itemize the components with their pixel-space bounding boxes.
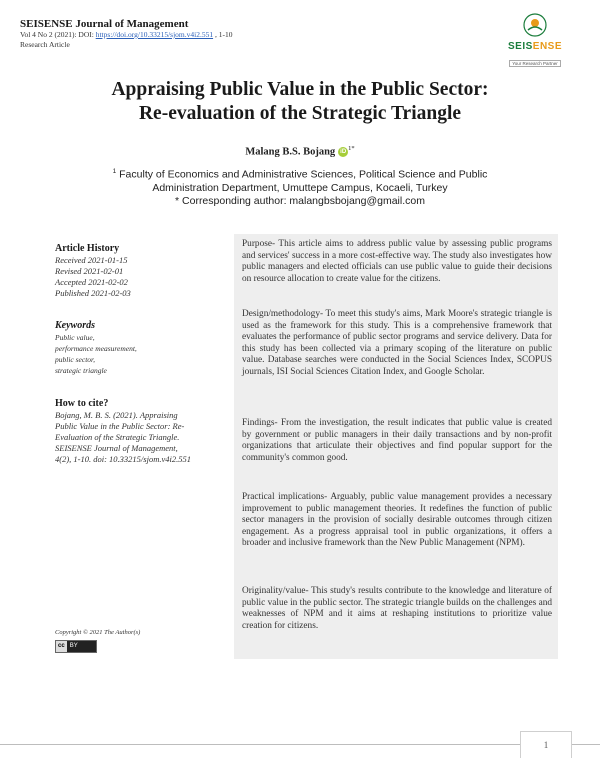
citation-line: SEISENSE Journal of Management, [55,443,178,453]
keyword-item: performance measurement, [55,344,137,353]
keyword-item: public sector, [55,355,95,364]
page-number: 1 [543,740,549,750]
corresponding-author: * Corresponding author: malangbsbojang@gmail.com [175,194,425,207]
affiliation-line-2: Administration Department, Umuttepe Campus, Kocaeli, Turkey [152,181,448,194]
affiliation-superscript: 1 [112,168,117,175]
orcid-icon[interactable]: iD [340,149,347,156]
paper-title [40,78,560,126]
cc-icon: cc [56,641,67,652]
article-history-heading: Article History [55,243,120,254]
author-name: Malang B.S. Bojang [245,146,336,158]
doi-link[interactable]: https://doi.org/10.33215/sjom.v4i2.551 [95,30,214,39]
page-number-tab [520,731,572,758]
volume-info: Vol 4 No 2 (2021): DOI: [20,30,96,39]
volume-doi-line [20,30,420,40]
citation-line: 4(2), 1-10. doi: 10.33215/sjom.v4i2.551 [55,454,191,464]
title-line-2: Re-evaluation of the Strategic Triangle [138,103,462,124]
by-label: BY [69,643,78,649]
copyright-notice: Copyright © 2021 The Author(s) [55,629,141,636]
seisense-logo [500,12,570,70]
logo-emblem-icon [522,12,548,38]
abstract-originality: Originality/value- This study's results contribute to the knowledge and literature of public value in the public sector. The strategic triangle builds on the challenges and weaknesses of NPM and it aims at reshaping institutions to prioritize value creation for citizens. [242,586,552,631]
article-type: Research Article [20,40,70,49]
citation-line: Bojang, M. B. S. (2021). Appraising [55,410,178,420]
footer-rule [0,744,600,745]
journal-name: SEISENSE Journal of Management [20,18,189,30]
how-to-cite-section [55,398,225,465]
abstract-purpose: Purpose- This article aims to address public value by assessing public programs and services' success in a more cost-effective way. The study also investigates how public managers and elected officials can use public value to guide their decisions on resource allocation to create value for the citizens. [242,239,552,284]
keywords-section [55,320,225,376]
abstract-design: Design/methodology- To meet this study's aims, Mark Moore's strategic triangle is used as the framework for this study. This is a comprehensive framework that evaluates the performance of public sector programs and service delivery. Data for this study has been collected via a primary scoping of the literature on public value. Database searches were conducted in the Social Sciences Index, SCOPUS journals, ISI Social Sciences Citation Index, and Google Scholar. [242,309,552,377]
abstract-findings: Findings- From the investigation, the result indicates that public value is created by government or public managers in their daily transactions and by non-profit organizations that articulate their objectives and find popular support for the community's common good. [242,418,552,463]
logo-wordmark: SEISENSE [507,41,563,52]
keyword-item: strategic triangle [55,366,107,375]
keywords-heading: Keywords [55,320,95,331]
logo-tagline: Your Research Partner [509,60,561,67]
author-superscript: 1* [348,145,355,152]
affiliation-block [40,165,560,208]
author-line [0,145,600,158]
cc-by-license-badge[interactable] [55,640,97,653]
accepted-date: Accepted 2021-02-02 [55,277,128,287]
keyword-item: Public value, [55,333,95,342]
received-date: Received 2021-01-15 [55,255,128,265]
published-date: Published 2021-02-03 [55,288,131,298]
journal-header [20,18,420,50]
abstract-implications: Practical implications- Arguably, public value management provides a necessary improvement to public management theories. It redefines the function of public sector managers in the provision of socially desirable outcomes through citizen engagement. As a progress appraisal tool in public organizations, it offers a broader and inclusive framework than the New Public Management (NPM). [242,492,552,548]
article-history [55,243,225,299]
title-line-1: Appraising Public Value in the Public Sector: [111,79,489,100]
citation-line: Public Value in the Public Sector: Re- [55,421,185,431]
how-to-cite-heading: How to cite? [55,398,109,409]
citation-line: Evaluation of the Strategic Triangle. [55,432,180,442]
revised-date: Revised 2021-02-01 [55,266,124,276]
affiliation-line-1: Faculty of Economics and Administrative Sciences, Political Science and Public [119,168,488,181]
abstract-box [234,234,558,659]
page-range: , 1-10 [213,30,233,39]
